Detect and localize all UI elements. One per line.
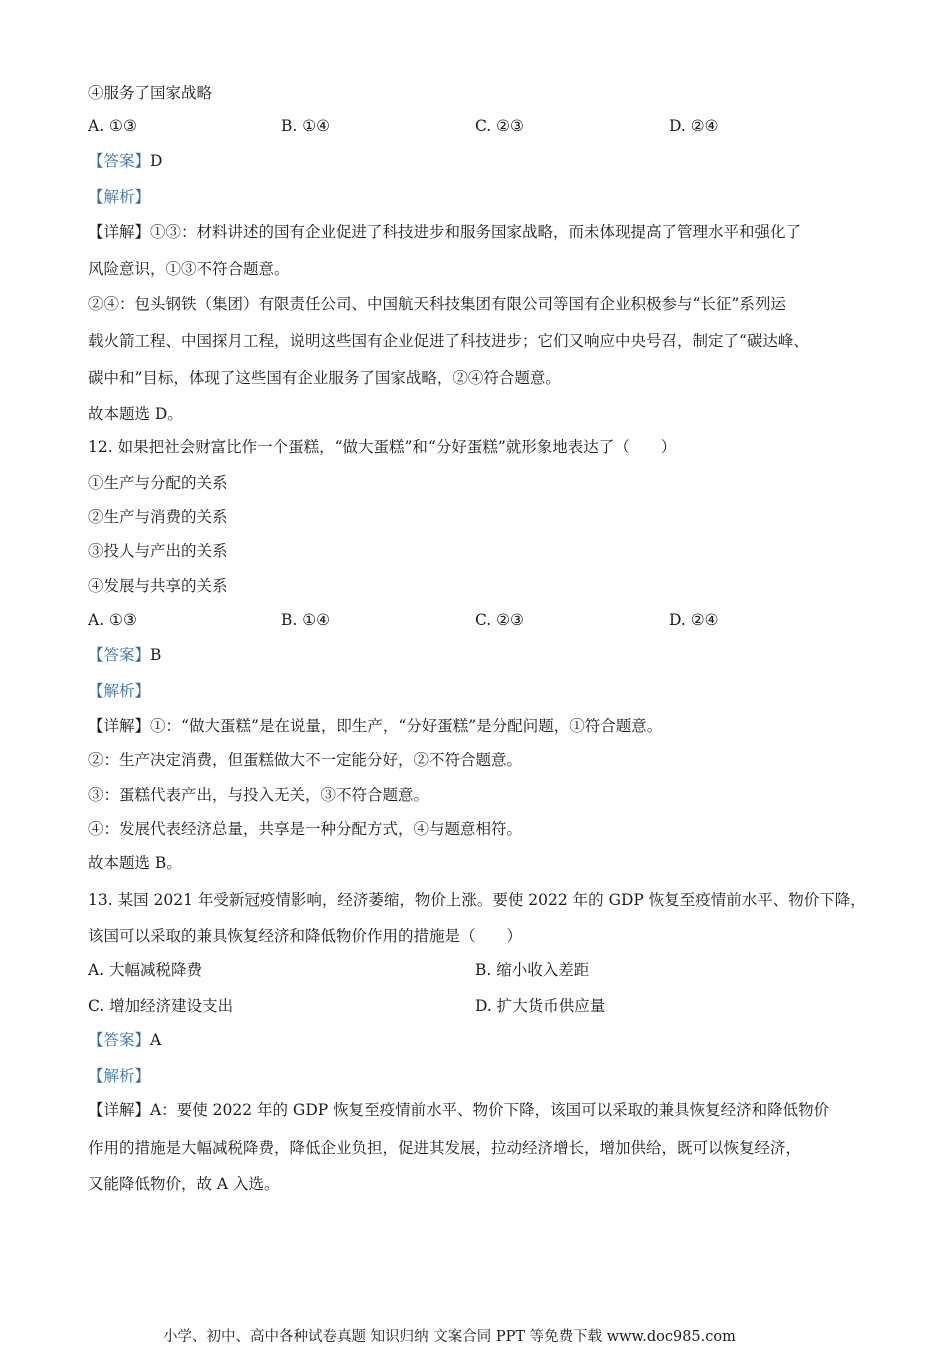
- answer-tag: 【答案】: [88, 152, 151, 170]
- detail-text: ①：“做大蛋糕”是在说量，即生产，“分好蛋糕”是分配问题，①符合题意。: [150, 717, 663, 735]
- q13-option-d: D. 扩大货币供应量: [475, 997, 606, 1015]
- q13-detail-b: 作用的措施是大幅减税降费，降低企业负担，促进其发展，拉动经济增长，增加供给，既可以恢复经济，: [88, 1139, 802, 1157]
- answer-value: D: [150, 152, 163, 170]
- q13-answer: [88, 1030, 161, 1050]
- q12-option-d: D. ②④: [669, 611, 719, 629]
- q13-analysis-tag: 【解析】: [88, 1067, 151, 1085]
- detail-text: A：要使 2022 年的 GDP 恢复至疫情前水平、物价下降，该国可以采取的兼具恢复经济和降低物价: [150, 1101, 830, 1119]
- q12-detail-2: ②：生产决定消费，但蛋糕做大不一定能分好，②不符合题意。: [88, 751, 523, 769]
- q12-detail-3: ③：蛋糕代表产出，与投入无关，③不符合题意。: [88, 786, 430, 804]
- q11-option-d: D. ②④: [669, 117, 719, 135]
- q11-analysis-tag: 【解析】: [88, 188, 151, 206]
- detail-text: ①③：材料讲述的国有企业促进了科技进步和服务国家战略，而未体现提高了管理水平和强化了: [150, 223, 802, 241]
- q12-option-a: A. ①③: [88, 611, 137, 629]
- page-footer: 小学、初中、高中各种试卷真题 知识归纳 文案合同 PPT 等免费下载 www.doc985.com: [163, 1329, 736, 1345]
- answer-value: B: [150, 646, 162, 664]
- q13-detail-a: [88, 1100, 829, 1120]
- answer-value: A: [150, 1031, 162, 1049]
- q12-item-3: ③投人与产出的关系: [88, 542, 228, 560]
- q11-option-a: A. ①③: [88, 117, 137, 135]
- q12-detail-4: ④：发展代表经济总量，共享是一种分配方式，④与题意相符。: [88, 820, 523, 838]
- q11-detail-1b: 风险意识，①③不符合题意。: [88, 260, 290, 278]
- q11-detail-1a: [88, 222, 801, 242]
- q13-option-b: B. 缩小收入差距: [475, 961, 590, 979]
- detail-tag: 【详解】: [88, 717, 151, 735]
- q12-conclusion: 故本题选 B。: [88, 854, 182, 872]
- q12-stem: 12. 如果把社会财富比作一个蛋糕，“做大蛋糕”和“分好蛋糕”就形象地表达了（ ）: [88, 438, 677, 456]
- q11-conclusion: 故本题选 D。: [88, 405, 183, 423]
- q11-option-b: B. ①④: [281, 117, 331, 135]
- q11-detail-2b: 载火箭工程、中国探月工程，说明这些国有企业促进了科技进步；它们又响应中央号召，制定了“碳达峰、: [88, 332, 809, 350]
- q11-item-4: ④服务了国家战略: [88, 84, 213, 102]
- q13-option-a: A. 大幅减税降费: [88, 961, 203, 979]
- q13-stem-a: 13. 某国 2021 年受新冠疫情影响，经济萎缩，物价上涨。要使 2022 年的 GDP 恢复至疫情前水平、物价下降，: [88, 891, 866, 909]
- q11-option-c: C. ②③: [475, 117, 524, 135]
- answer-tag: 【答案】: [88, 646, 151, 664]
- q11-detail-2a: ②④：包头钢铁（集团）有限责任公司、中国航天科技集团有限公司等国有企业积极参与“长征”系列运: [88, 295, 786, 313]
- q13-option-c: C. 增加经济建设支出: [88, 997, 234, 1015]
- q12-option-c: C. ②③: [475, 611, 524, 629]
- q12-answer: [88, 645, 161, 665]
- q13-stem-b: 该国可以采取的兼具恢复经济和降低物价作用的措施是（ ）: [88, 927, 523, 945]
- detail-tag: 【详解】: [88, 1101, 151, 1119]
- detail-tag: 【详解】: [88, 223, 151, 241]
- q12-option-b: B. ①④: [281, 611, 331, 629]
- q12-item-4: ④发展与共享的关系: [88, 577, 228, 595]
- q12-item-2: ②生产与消费的关系: [88, 508, 228, 526]
- q12-detail-1: [88, 716, 662, 736]
- q11-detail-2c: 碳中和”目标，体现了这些国有企业服务了国家战略，②④符合题意。: [88, 369, 561, 387]
- q12-item-1: ①生产与分配的关系: [88, 474, 228, 492]
- q13-detail-c: 又能降低物价，故 A 入选。: [88, 1175, 280, 1193]
- q12-analysis-tag: 【解析】: [88, 682, 151, 700]
- q11-answer: [88, 151, 162, 171]
- answer-tag: 【答案】: [88, 1031, 151, 1049]
